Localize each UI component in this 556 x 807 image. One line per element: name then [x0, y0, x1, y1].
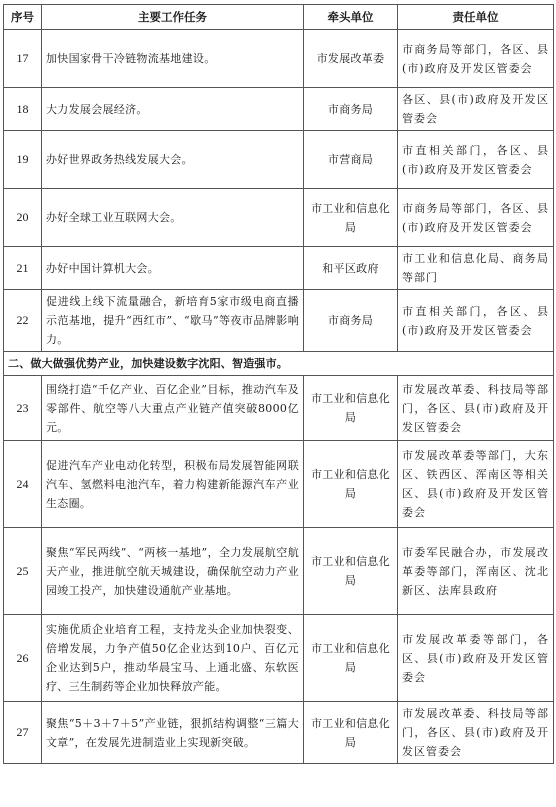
row-resp: 市工业和信息化局、商务局等部门	[398, 247, 554, 290]
row-resp: 市发展改革委等部门，各区、县(市)政府及开发区管委会	[398, 615, 554, 702]
table-row	[4, 247, 554, 290]
row-seq: 21	[4, 247, 42, 290]
row-lead: 市营商局	[304, 131, 398, 189]
row-lead: 市商务局	[304, 290, 398, 352]
row-lead: 市工业和信息化局	[304, 528, 398, 615]
row-seq: 17	[4, 30, 42, 88]
table-row	[4, 88, 554, 131]
row-task: 办好全球工业互联网大会。	[42, 189, 304, 247]
row-resp: 市商务局等部门，各区、县(市)政府及开发区管委会	[398, 189, 554, 247]
row-seq: 25	[4, 528, 42, 615]
row-resp: 市直相关部门，各区、县(市)政府及开发区管委会	[398, 131, 554, 189]
row-task: 实施优质企业培育工程，支持龙头企业加快裂变、倍增发展，力争产值50亿企业达到10户、百亿元企业达到5户，推动华晨宝马、上通北盛、东软医疗、三生制药等企业加快释放产能。	[42, 615, 304, 702]
row-task: 聚焦“5＋3＋7＋5”产业链，狠抓结构调整“三篇大文章”，在发展先进制造业上实现新突破。	[42, 702, 304, 764]
table-row	[4, 290, 554, 352]
task-table	[3, 4, 554, 764]
row-seq: 27	[4, 702, 42, 764]
row-seq: 18	[4, 88, 42, 131]
row-task: 办好中国计算机大会。	[42, 247, 304, 290]
row-resp: 市直相关部门，各区、县(市)政府及开发区管委会	[398, 290, 554, 352]
header-lead: 牵头单位	[304, 5, 398, 30]
header-resp: 责任单位	[398, 5, 554, 30]
row-resp: 市发展改革委等部门，大东区、铁西区、浑南区等相关区、县(市)政府及开发区管委会	[398, 441, 554, 528]
row-seq: 23	[4, 376, 42, 441]
row-seq: 20	[4, 189, 42, 247]
row-lead: 市工业和信息化局	[304, 702, 398, 764]
row-task: 大力发展会展经济。	[42, 88, 304, 131]
row-resp: 各区、县(市)政府及开发区管委会	[398, 88, 554, 131]
header-seq: 序号	[4, 5, 42, 30]
row-resp: 市委军民融合办，市发展改革委等部门，浑南区、沈北新区、法库县政府	[398, 528, 554, 615]
header-row	[4, 5, 554, 30]
table-row	[4, 441, 554, 528]
table-body	[4, 30, 554, 764]
table-row	[4, 30, 554, 88]
row-lead: 市工业和信息化局	[304, 376, 398, 441]
row-task: 促进汽车产业电动化转型，积极布局发展智能网联汽车、氢燃料电池汽车，着力构建新能源汽车产业生态圈。	[42, 441, 304, 528]
row-lead: 市商务局	[304, 88, 398, 131]
row-seq: 26	[4, 615, 42, 702]
row-lead: 市工业和信息化局	[304, 189, 398, 247]
row-seq: 24	[4, 441, 42, 528]
row-lead: 市工业和信息化局	[304, 441, 398, 528]
row-resp: 市商务局等部门，各区、县(市)政府及开发区管委会	[398, 30, 554, 88]
table-row	[4, 702, 554, 764]
row-task: 加快国家骨干冷链物流基地建设。	[42, 30, 304, 88]
header-task: 主要工作任务	[42, 5, 304, 30]
table-header	[4, 5, 554, 30]
table-row	[4, 615, 554, 702]
row-lead: 和平区政府	[304, 247, 398, 290]
row-seq: 19	[4, 131, 42, 189]
row-task: 办好世界政务热线发展大会。	[42, 131, 304, 189]
row-task: 聚焦“军民两线”、“两核一基地”，全力发展航空航天产业，推进航空航天城建设，确保航空动力产业园竣工投产，加快建设通航产业基地。	[42, 528, 304, 615]
row-seq: 22	[4, 290, 42, 352]
row-task: 围绕打造“千亿产业、百亿企业”目标，推动汽车及零部件、航空等八大重点产业链产值突破8000亿元。	[42, 376, 304, 441]
table-row	[4, 189, 554, 247]
section-row	[4, 352, 554, 376]
row-lead: 市发展改革委	[304, 30, 398, 88]
table-row	[4, 376, 554, 441]
row-lead: 市工业和信息化局	[304, 615, 398, 702]
row-resp: 市发展改革委、科技局等部门，各区、县(市)政府及开发区管委会	[398, 702, 554, 764]
table-row	[4, 131, 554, 189]
row-resp: 市发展改革委、科技局等部门，各区、县(市)政府及开发区管委会	[398, 376, 554, 441]
table-row	[4, 528, 554, 615]
section-title: 二、做大做强优势产业，加快建设数字沈阳、智造强市。	[4, 352, 554, 376]
row-task: 促进线上线下流量融合，新培育5家市级电商直播示范基地，提升“西红市”、“歇马”等夜市品牌影响力。	[42, 290, 304, 352]
